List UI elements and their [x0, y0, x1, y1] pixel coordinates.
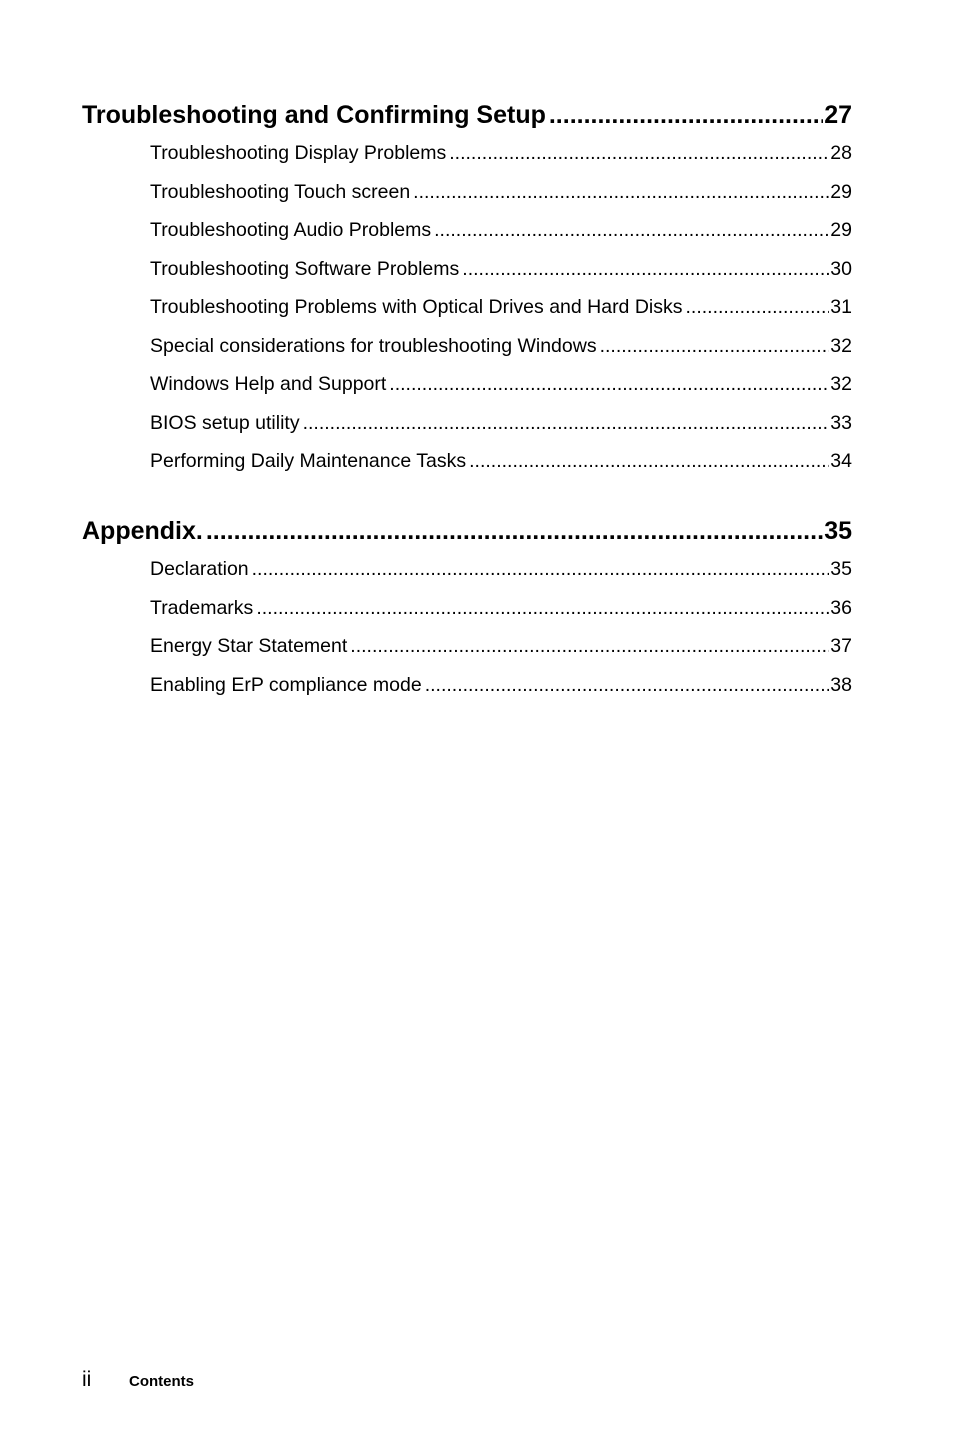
toc-entry-title: Troubleshooting Audio Problems — [150, 219, 432, 241]
toc-heading-page: 27 — [824, 101, 852, 129]
toc-section-troubleshooting — [82, 98, 852, 481]
toc-leader-dots — [469, 442, 829, 481]
toc-entry-list — [82, 550, 852, 704]
toc-entry-title: Enabling ErP compliance mode — [150, 673, 422, 696]
toc-entry-title: Windows Help and Support — [150, 373, 387, 395]
toc-entry-title: Troubleshooting Problems with Optical Drives and Hard Disks — [150, 296, 683, 318]
footer-page-number: ii — [82, 1368, 92, 1391]
toc-entry-title: Energy Star Statement — [150, 635, 348, 657]
toc-entry[interactable] — [150, 288, 852, 327]
toc-entry-title: Troubleshooting Touch screen — [150, 180, 411, 203]
toc-heading-title: Troubleshooting and Confirming Setup — [82, 101, 546, 129]
toc-heading-title: Appendix. — [82, 517, 203, 545]
toc-entry-page: 34 — [830, 450, 852, 472]
toc-entry-page: 38 — [830, 673, 852, 696]
toc-entry-page: 28 — [830, 142, 852, 164]
toc-heading[interactable] — [82, 514, 852, 548]
toc-leader-dots — [449, 134, 829, 173]
toc-entry-title: Trademarks — [150, 596, 254, 619]
toc-entry[interactable] — [150, 365, 852, 404]
toc-entry-page: 29 — [830, 219, 852, 241]
toc-entry[interactable] — [150, 442, 852, 481]
toc-entry[interactable] — [150, 134, 852, 173]
toc-entry[interactable] — [150, 666, 852, 705]
toc-leader-dots — [413, 173, 829, 212]
toc-entry[interactable] — [150, 627, 852, 666]
toc-entry[interactable] — [150, 404, 852, 443]
toc-entry[interactable] — [150, 327, 852, 366]
toc-entry-page: 31 — [830, 296, 852, 318]
toc-entry-page: 35 — [830, 558, 852, 580]
toc-section-appendix — [82, 514, 852, 704]
toc-leader-dots — [389, 365, 829, 404]
toc-entry[interactable] — [150, 211, 852, 250]
toc-entry-title: Performing Daily Maintenance Tasks — [150, 450, 467, 472]
toc-entry-title: BIOS setup utility — [150, 411, 300, 434]
toc-leader-dots — [425, 666, 830, 705]
toc-entry-list — [82, 134, 852, 481]
toc-entry-page: 37 — [830, 635, 852, 657]
toc-leader-dots — [256, 589, 829, 628]
toc-leader-dots — [686, 288, 830, 327]
toc-leader-dots — [206, 514, 823, 548]
toc-entry-page: 30 — [830, 257, 852, 280]
toc-leader-dots — [350, 627, 829, 666]
toc-entry-title: Troubleshooting Software Problems — [150, 257, 460, 280]
toc-entry-page: 33 — [830, 411, 852, 434]
toc-entry-page: 36 — [830, 596, 852, 619]
toc-leader-dots — [549, 98, 823, 132]
toc-heading[interactable] — [82, 98, 852, 132]
toc-entry[interactable] — [150, 250, 852, 289]
toc-entry[interactable] — [150, 589, 852, 628]
toc-entry-page: 32 — [830, 334, 852, 357]
toc-leader-dots — [462, 250, 829, 289]
toc-entry-page: 32 — [830, 373, 852, 395]
toc-leader-dots — [303, 404, 830, 443]
toc-entry-title: Special considerations for troubleshooting Windows — [150, 334, 597, 357]
toc-entry[interactable] — [150, 550, 852, 589]
toc-leader-dots — [600, 327, 830, 366]
toc-leader-dots — [434, 211, 829, 250]
toc-leader-dots — [252, 550, 830, 589]
toc-entry[interactable] — [150, 173, 852, 212]
toc-heading-page: 35 — [824, 517, 852, 545]
toc-entry-page: 29 — [830, 180, 852, 203]
toc-entry-title: Troubleshooting Display Problems — [150, 142, 447, 164]
footer-label: Contents — [129, 1373, 194, 1390]
page-footer — [82, 1368, 194, 1392]
toc-entry-title: Declaration — [150, 558, 249, 580]
